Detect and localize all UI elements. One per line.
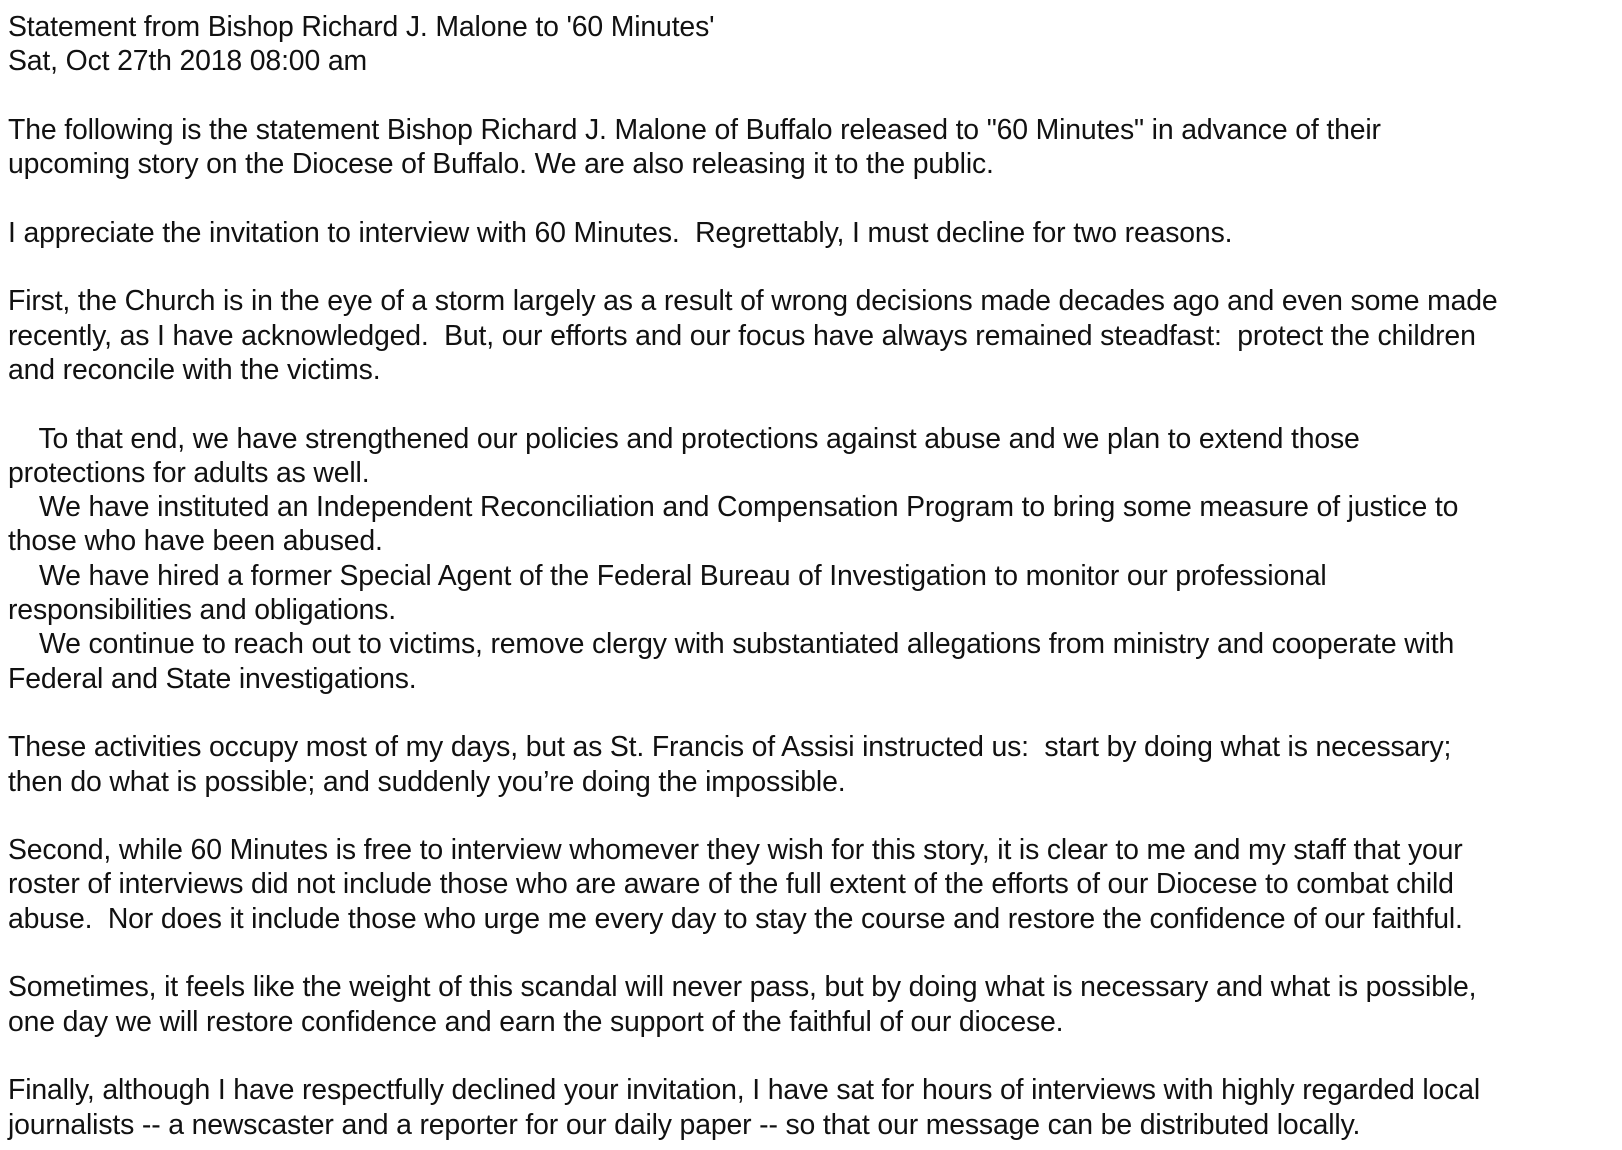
statement-title: Statement from Bishop Richard J. Malone to '60 Minutes' xyxy=(8,11,715,43)
paragraph-finally xyxy=(8,1073,1613,1142)
text-line: roster of interviews did not include those who are aware of the full extent of the efforts of our Diocese to combat child xyxy=(8,868,1454,901)
statement-date: Sat, Oct 27th 2018 08:00 am xyxy=(8,45,367,78)
text-line: We have hired a former Special Agent of the Federal Bureau of Investigation to monitor our professional xyxy=(8,559,1327,592)
paragraph-sometimes xyxy=(8,970,1613,1039)
text-line: recently, as I have acknowledged. But, our efforts and our focus have always remained steadfast: protect the children xyxy=(8,319,1476,352)
text-line: responsibilities and obligations. xyxy=(8,594,397,627)
text-line: We continue to reach out to victims, remove clergy with substantiated allegations from ministry and cooperate with xyxy=(8,628,1455,661)
text-line: First, the Church is in the eye of a storm largely as a result of wrong decisions made decades ago and even some made xyxy=(8,285,1498,318)
paragraph-measures xyxy=(8,422,1613,696)
spacer xyxy=(8,799,1613,833)
spacer xyxy=(8,936,1613,970)
text-line: one day we will restore confidence and earn the support of the faithful of our diocese. xyxy=(8,1005,1064,1038)
text-line: Second, while 60 Minutes is free to interview whomever they wish for this story, it is clear to me and my staff that your xyxy=(8,834,1463,867)
text-line: The following is the statement Bishop Richard J. Malone of Buffalo released to "60 Minutes" in advance of their xyxy=(8,113,1381,146)
text-line: To that end, we have strengthened our policies and protections against abuse and we plan to extend those xyxy=(8,422,1360,455)
text-line: We have instituted an Independent Reconciliation and Compensation Program to bring some measure of justice to xyxy=(8,491,1459,524)
spacer xyxy=(8,79,1613,113)
text-line: and reconcile with the victims. xyxy=(8,353,381,386)
text-line: Federal and State investigations. xyxy=(8,662,417,695)
spacer xyxy=(8,387,1613,421)
text-line: abuse. Nor does it include those who urge me every day to stay the course and restore the confidence of our faithful. xyxy=(8,902,1463,935)
spacer xyxy=(8,696,1613,730)
spacer xyxy=(8,181,1613,215)
spacer xyxy=(8,250,1613,284)
paragraph-st-francis xyxy=(8,730,1613,799)
text-line: protections for adults as well. xyxy=(8,456,370,489)
text-line: those who have been abused. xyxy=(8,525,383,558)
text-line: journalists -- a newscaster and a reporter for our daily paper -- so that our message can be distributed locally. xyxy=(8,1108,1361,1141)
text-line: I appreciate the invitation to interview with 60 Minutes. Regrettably, I must decline for two reasons. xyxy=(8,216,1233,249)
intro-paragraph xyxy=(8,113,1613,182)
text-line: Sometimes, it feels like the weight of this scandal will never pass, but by doing what is necessary and what is possible, xyxy=(8,971,1477,1004)
paragraph-decline xyxy=(8,216,1613,250)
paragraph-second-reason xyxy=(8,833,1613,936)
text-line: then do what is possible; and suddenly you’re doing the impossible. xyxy=(8,765,846,798)
spacer xyxy=(8,1039,1613,1073)
text-line: upcoming story on the Diocese of Buffalo. We are also releasing it to the public. xyxy=(8,148,994,181)
text-line: These activities occupy most of my days, but as St. Francis of Assisi instructed us: start by doing what is necessary; xyxy=(8,731,1452,764)
statement-document xyxy=(8,10,1613,1142)
paragraph-first-reason xyxy=(8,284,1613,387)
text-line: Finally, although I have respectfully declined your invitation, I have sat for hours of interviews with highly regarded local xyxy=(8,1074,1481,1107)
